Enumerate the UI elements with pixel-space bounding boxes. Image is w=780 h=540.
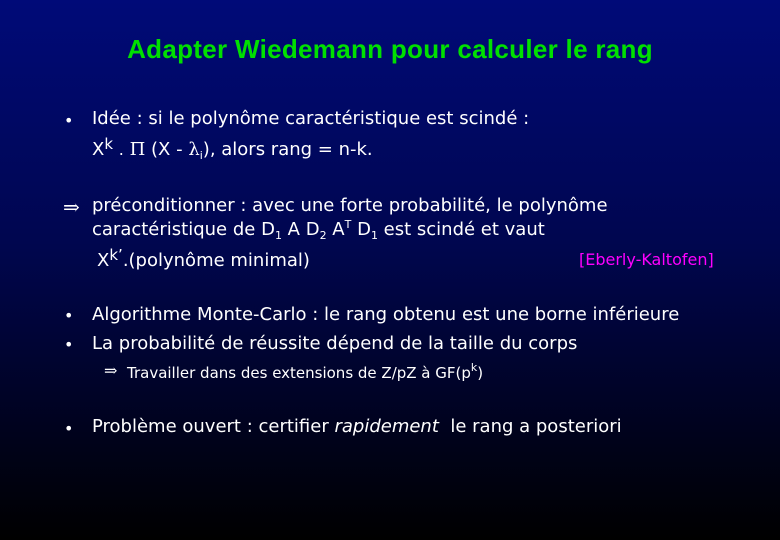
- precond-sup-t: T: [344, 218, 352, 231]
- implies-arrow-icon: ⇒: [104, 361, 118, 380]
- precond-text-c: A: [326, 219, 345, 240]
- idee-i: i: [199, 149, 203, 162]
- sub-item-text: Travailler dans des extensions de Z/pZ à GF(p: [127, 364, 471, 382]
- idee-line-2: [92, 135, 373, 162]
- precond-text-a: caractéristique de D: [92, 219, 275, 240]
- idee-k: k: [104, 135, 114, 153]
- bullet-icon: •: [64, 335, 74, 354]
- bullet-icon: •: [64, 111, 74, 130]
- idee-rest: ), alors rang = n-k.: [202, 139, 373, 160]
- monte-carlo-line: Algorithme Monte-Carlo : le rang obtenu est une borne inférieure: [92, 304, 680, 325]
- precond-sub-3: 1: [370, 229, 378, 242]
- sub-item-sup: k: [470, 361, 478, 374]
- precond-text-b: A D: [281, 219, 320, 240]
- idee-lambda: λ: [188, 139, 200, 160]
- precond-line-3: [97, 246, 310, 271]
- probleme-before: Problème ouvert : certifier: [92, 416, 335, 437]
- precond-x: X: [97, 250, 110, 271]
- slide-title: Adapter Wiedemann pour calculer le rang: [127, 34, 653, 64]
- precond-text-d: D: [351, 219, 371, 240]
- sub-item-line: [127, 361, 483, 382]
- probleme-line: [92, 416, 622, 437]
- reference-eberly-kaltofen: [Eberly-Kaltofen]: [579, 250, 714, 269]
- precond-sub-2: 2: [319, 229, 327, 242]
- idee-open: (X -: [145, 139, 189, 160]
- precond-line-1: préconditionner : avec une forte probabilité, le polynôme: [92, 195, 608, 216]
- idee-dot: .: [118, 140, 124, 159]
- sub-item-close: ): [477, 364, 484, 382]
- implies-arrow-icon: ⇒: [63, 195, 80, 219]
- precond-line-2: [92, 218, 545, 242]
- idee-pi: Π: [129, 139, 146, 160]
- probleme-after: le rang a posteriori: [438, 416, 622, 437]
- precond-text-3: .(polynôme minimal): [122, 250, 310, 271]
- idee-line-1: Idée : si le polynôme caractéristique est scindé :: [92, 108, 530, 129]
- idee-x: X: [92, 139, 105, 160]
- precond-sub-1: 1: [274, 229, 282, 242]
- probleme-italic: rapidement: [334, 416, 439, 437]
- bullet-icon: •: [64, 306, 74, 325]
- precond-kprime: k’: [109, 246, 123, 264]
- probabilite-line: La probabilité de réussite dépend de la taille du corps: [92, 333, 578, 354]
- precond-text-e: est scindé et vaut: [377, 219, 545, 240]
- bullet-icon: •: [64, 419, 74, 438]
